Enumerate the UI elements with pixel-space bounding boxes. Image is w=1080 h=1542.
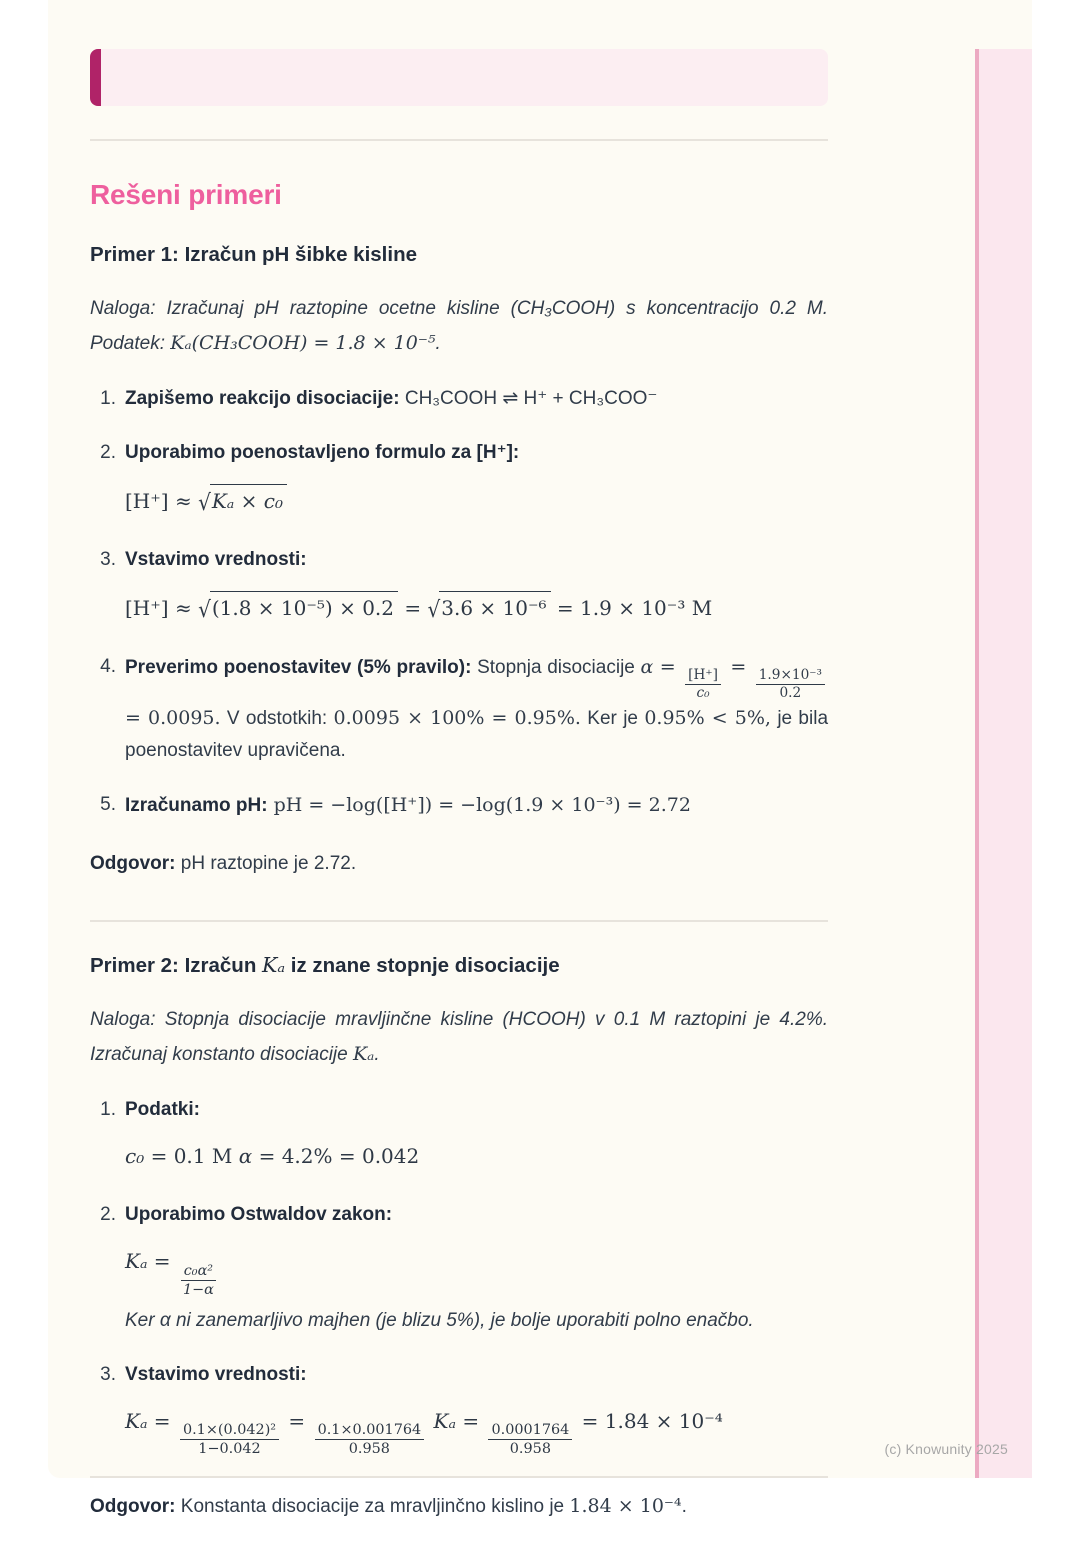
step1-body (125, 383, 828, 415)
fraction-denominator: c₀ (696, 685, 710, 702)
example2-answer (90, 1490, 828, 1523)
list-marker: 1. (100, 1099, 116, 1121)
math-expression: = (398, 596, 428, 620)
list-item-step1 (90, 383, 828, 415)
math-expression: = (653, 656, 683, 678)
step2-body (125, 437, 828, 522)
step2-formula (125, 1246, 828, 1298)
task-text: Naloga: Stopnja disociacije mravljinčne kisline (HCOOH) v 0.1 M raztopini je 4.2%. Izračunaj konstanto disociacije (90, 1009, 828, 1066)
step4-text: V odstotkih: (220, 708, 334, 730)
step4-text: Stopnja disociacije (471, 657, 641, 678)
answer-text-end: . (681, 1496, 687, 1518)
list-marker: 4. (100, 656, 116, 677)
math-expression: = 4.2% = 0.042 (252, 1144, 420, 1169)
step1-label: Podatki: (125, 1099, 200, 1121)
step5-body (125, 789, 828, 822)
math-expression: = 1.9 × 10⁻³ M (550, 596, 713, 620)
step3-formula (125, 591, 828, 623)
step4-text: Ker je (580, 708, 645, 730)
fraction-numerator: 1.9×10⁻³ (756, 667, 825, 685)
math-expression: = 1.84 × 10⁻⁴ (575, 1408, 723, 1433)
list-item-step5 (90, 789, 828, 822)
fraction-numerator: 0.1×0.001764 (315, 1421, 425, 1440)
page-title: Rešeni primeri (90, 179, 282, 210)
list-marker: 3. (100, 1363, 116, 1385)
math-expression: = (723, 656, 753, 678)
document-page (48, 0, 1032, 1518)
math-expression: [H⁺] ≈ (125, 489, 199, 513)
math-ka: Kₐ (262, 953, 286, 978)
step2-label: Uporabimo Ostwaldov zakon: (125, 1204, 393, 1226)
step3-body (125, 1359, 828, 1464)
list-marker: 5. (100, 794, 116, 816)
list-item-step4 (90, 651, 828, 767)
sqrt-expression (428, 591, 551, 623)
math-expression: = (282, 1408, 312, 1433)
fraction-numerator: [H⁺] (685, 667, 721, 685)
step1-formula (125, 1141, 828, 1171)
step1-reaction: CH₃COOH ⇌ H⁺ + CH₃COO⁻ (399, 388, 658, 409)
sqrt-radicand: Kₐ × c₀ (210, 484, 287, 516)
fraction (488, 1421, 572, 1458)
step4-text: je bila poenostavitev upravičena. (125, 708, 829, 762)
list-item-step2 (90, 437, 828, 522)
example1-answer (90, 848, 828, 880)
list-marker: 2. (100, 1204, 116, 1226)
list-marker: 1. (100, 388, 116, 409)
math-expression: [H⁺] ≈ (125, 596, 199, 620)
step3-formula (125, 1406, 828, 1458)
math-expression: pH = −log([H⁺]) = −log(1.9 × 10⁻³) = 2.72 (267, 794, 691, 817)
sqrt-symbol: √ (198, 488, 211, 516)
step1-label: Zapišemo reakcijo disociacije: (125, 388, 400, 409)
math-expression: (CH₃COOH) = 1.8 × 10⁻⁵ (191, 332, 436, 354)
fraction-denominator: 0.2 (779, 685, 802, 702)
title-text: iz znane stopnje disociacije (285, 954, 560, 978)
math-ka: Kₐ (125, 1408, 148, 1433)
section-divider-top (90, 139, 828, 141)
sqrt-radicand: (1.8 × 10⁻⁵) × 0.2 (210, 591, 398, 623)
math-expression: = 0.1 M (144, 1144, 239, 1169)
fraction (180, 1262, 217, 1299)
answer-text: Konstanta disociacije za mravljinčno kislino je (175, 1496, 570, 1518)
list-item-step1 (90, 1094, 828, 1177)
answer-text: pH raztopine je 2.72. (175, 853, 357, 875)
math-expression: = (147, 1408, 177, 1433)
math-c0: c₀ (125, 1144, 145, 1169)
next-page-preview-strip (979, 49, 1032, 1478)
math-ka: Kₐ (427, 1408, 456, 1433)
fraction-denominator: 0.958 (348, 1441, 390, 1458)
section-divider-bottom (90, 1476, 828, 1478)
step3-body (125, 544, 828, 629)
sqrt-symbol: √ (427, 595, 441, 623)
list-marker: 2. (100, 442, 116, 463)
math-expression: 1.84 × 10⁻⁴ (569, 1495, 682, 1518)
sqrt-expression (198, 484, 287, 516)
step2-formula (125, 484, 828, 516)
task-text: Naloga: Izračunaj pH raztopine ocetne kisline (CH₃COOH) s koncentracijo 0.2 M. Podatek: (90, 298, 828, 354)
math-ka: Kₐ (125, 1249, 148, 1274)
step4-label: Preverimo poenostavitev (5% pravilo): (125, 657, 472, 678)
example2-task (90, 1003, 828, 1072)
example1-steps-list (90, 383, 828, 822)
step3-label: Vstavimo vrednosti: (125, 549, 307, 570)
page-content (90, 0, 828, 1542)
step1-body (125, 1094, 828, 1177)
step2-body (125, 1199, 828, 1336)
step4-body (125, 651, 828, 767)
fraction (685, 667, 721, 702)
math-expression: = (147, 1249, 177, 1274)
math-expression: = 0.0095. (125, 707, 221, 730)
math-ka: Kₐ (352, 1043, 375, 1066)
fraction-denominator: 1−0.042 (198, 1441, 261, 1458)
sqrt-expression (198, 591, 398, 623)
watermark: (c) Knowunity 2025 (884, 1441, 1008, 1457)
fraction (315, 1421, 425, 1458)
answer-label: Odgovor: (90, 1496, 176, 1518)
fraction (756, 667, 825, 702)
task-text-end: . (374, 1044, 380, 1066)
fraction (180, 1421, 279, 1458)
step3-label: Vstavimo vrednosti: (125, 1363, 307, 1385)
step2-note: Ker α ni zanemarljivo majhen (je blizu 5%), je bolje uporabiti polno enačbo. (125, 1309, 754, 1331)
list-marker: 3. (100, 549, 116, 570)
fraction-denominator: 1−α (182, 1281, 214, 1298)
example1-title: Primer 1: Izračun pH šibke kisline (90, 243, 417, 266)
math-alpha: α (238, 1144, 253, 1169)
math-expression: = (455, 1408, 486, 1433)
fraction-numerator: 0.1×(0.042)² (180, 1421, 279, 1440)
list-item-step3 (90, 1359, 828, 1464)
task-text-end: . (435, 333, 441, 354)
math-expression: 0.95% < 5%, (644, 707, 771, 730)
list-item-step3 (90, 544, 828, 629)
title-text: Primer 2: Izračun (90, 954, 263, 978)
math-ka: Kₐ (170, 332, 192, 354)
sqrt-radicand: 3.6 × 10⁻⁶ (439, 591, 550, 623)
math-expression: 0.0095 × 100% = 0.95%. (333, 707, 581, 730)
fraction-numerator: c₀α² (181, 1262, 216, 1281)
sqrt-symbol: √ (198, 595, 211, 623)
example2-title (90, 952, 828, 979)
callout-box (90, 49, 828, 106)
answer-label: Odgovor: (90, 853, 176, 875)
fraction-numerator: 0.0001764 (488, 1421, 572, 1440)
math-alpha: α (640, 656, 654, 678)
example1-task (90, 292, 828, 361)
list-item-step2 (90, 1199, 828, 1336)
step5-label: Izračunamo pH: (125, 795, 268, 817)
fraction-denominator: 0.958 (509, 1441, 551, 1458)
step2-label: Uporabimo poenostavljeno formulo za [H⁺]: (125, 442, 520, 463)
section-divider-middle (90, 920, 828, 922)
example2-steps-list (90, 1094, 828, 1464)
